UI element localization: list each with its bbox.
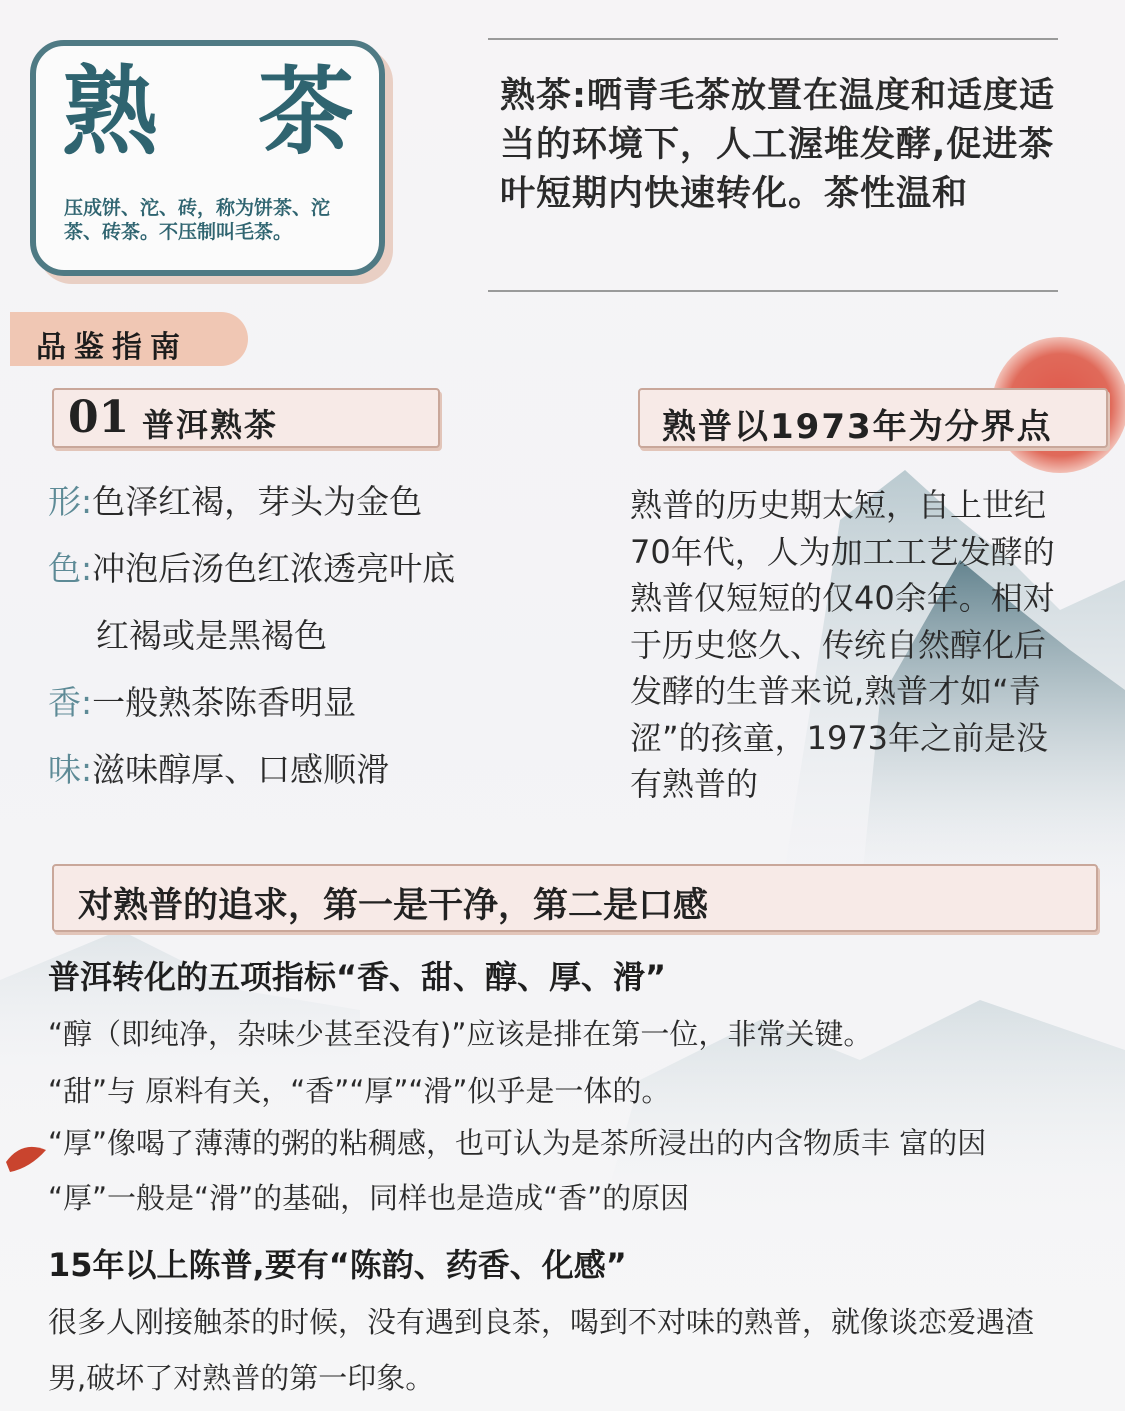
feature-key: 味: (48, 750, 93, 789)
pursuit-line: “甜”与 原料有关，“香”“厚”“滑”似乎是一体的。 (48, 1074, 671, 1108)
aged-title: 15年以上陈普,要有“陈韵、药香、化感” (48, 1246, 627, 1284)
feature-key: 形: (48, 482, 93, 521)
history-line: 熟普的历史期太短，自上世纪 (630, 486, 1047, 524)
title-char-2: 茶 (258, 56, 354, 168)
indicator-title: 普洱转化的五项指标“香、甜、醇、厚、滑” (48, 958, 667, 996)
section-title-left: 普洱熟茶 (142, 406, 279, 444)
intro-top-rule (488, 38, 1058, 40)
guide-tab-label: 品鉴指南 (36, 330, 188, 365)
title-char-1: 熟 (62, 56, 158, 168)
aged-line: 男,破坏了对熟普的第一印象。 (48, 1361, 435, 1395)
feature-value: 冲泡后汤色红浓透亮叶底 (92, 549, 456, 588)
title-card (30, 40, 385, 276)
history-line: 涩”的孩童，1973年之前是没 (630, 718, 1049, 757)
title-subtitle: 压成饼、沱、砖，称为饼茶、沱茶、砖茶。不压制叫毛茶。 (64, 197, 331, 243)
history-line: 于历史悠久、传统自然醇化后 (630, 625, 1047, 664)
history-line: 发酵的生普来说,熟普才如“青 (630, 672, 1041, 710)
history-line: 有熟普的 (630, 765, 759, 803)
feature-value: 红褐或是黑褐色 (96, 616, 327, 655)
section-number: 01 (68, 392, 130, 443)
history-line: 熟普仅短短的仅40余年。相对 (630, 579, 1055, 617)
feature-row (48, 549, 455, 589)
aged-line: 很多人刚接触茶的时候，没有遇到良茶，喝到不对味的熟普，就像谈恋爱遇渣 (48, 1305, 1035, 1339)
pursuit-line: “醇（即纯净，杂味少甚至没有)”应该是排在第一位，非常关键。 (48, 1017, 873, 1051)
feature-key: 香: (48, 683, 93, 722)
feature-row (48, 683, 356, 723)
guide-tab (10, 312, 248, 366)
feature-key: 色: (48, 549, 93, 588)
pursuit-heading-text: 对熟普的追求，第一是干净，第二是口感 (78, 886, 709, 926)
pursuit-line: “厚”像喝了薄薄的粥的粘稠感，也可认为是茶所浸出的内含物质丰 富的因 (48, 1126, 987, 1160)
history-paragraph (630, 482, 1105, 808)
feature-value: 一般熟茶陈香明显 (92, 683, 357, 722)
leaf-decoration (6, 1147, 46, 1172)
feature-row (48, 750, 389, 790)
intro-text: 熟茶:晒青毛茶放置在温度和适度适当的环境下，人工渥堆发酵,促进茶叶短期内快速转化。茶性温和 (500, 76, 1055, 214)
intro-bottom-rule (488, 290, 1058, 292)
feature-row (96, 616, 327, 656)
pursuit-heading (52, 864, 1098, 932)
pursuit-line: “厚”一般是“滑”的基础，同样也是造成“香”的原因 (48, 1181, 690, 1215)
feature-value: 滋味醇厚、口感顺滑 (92, 750, 390, 789)
history-line: 70年代，人为加工工艺发酵的 (630, 532, 1055, 571)
section-heading-right (638, 388, 1108, 448)
section-heading-left (52, 388, 440, 448)
section-title-right: 熟普以1973年为分界点 (662, 407, 1053, 447)
feature-value: 色泽红褐，芽头为金色 (92, 482, 423, 521)
feature-row (48, 482, 422, 522)
